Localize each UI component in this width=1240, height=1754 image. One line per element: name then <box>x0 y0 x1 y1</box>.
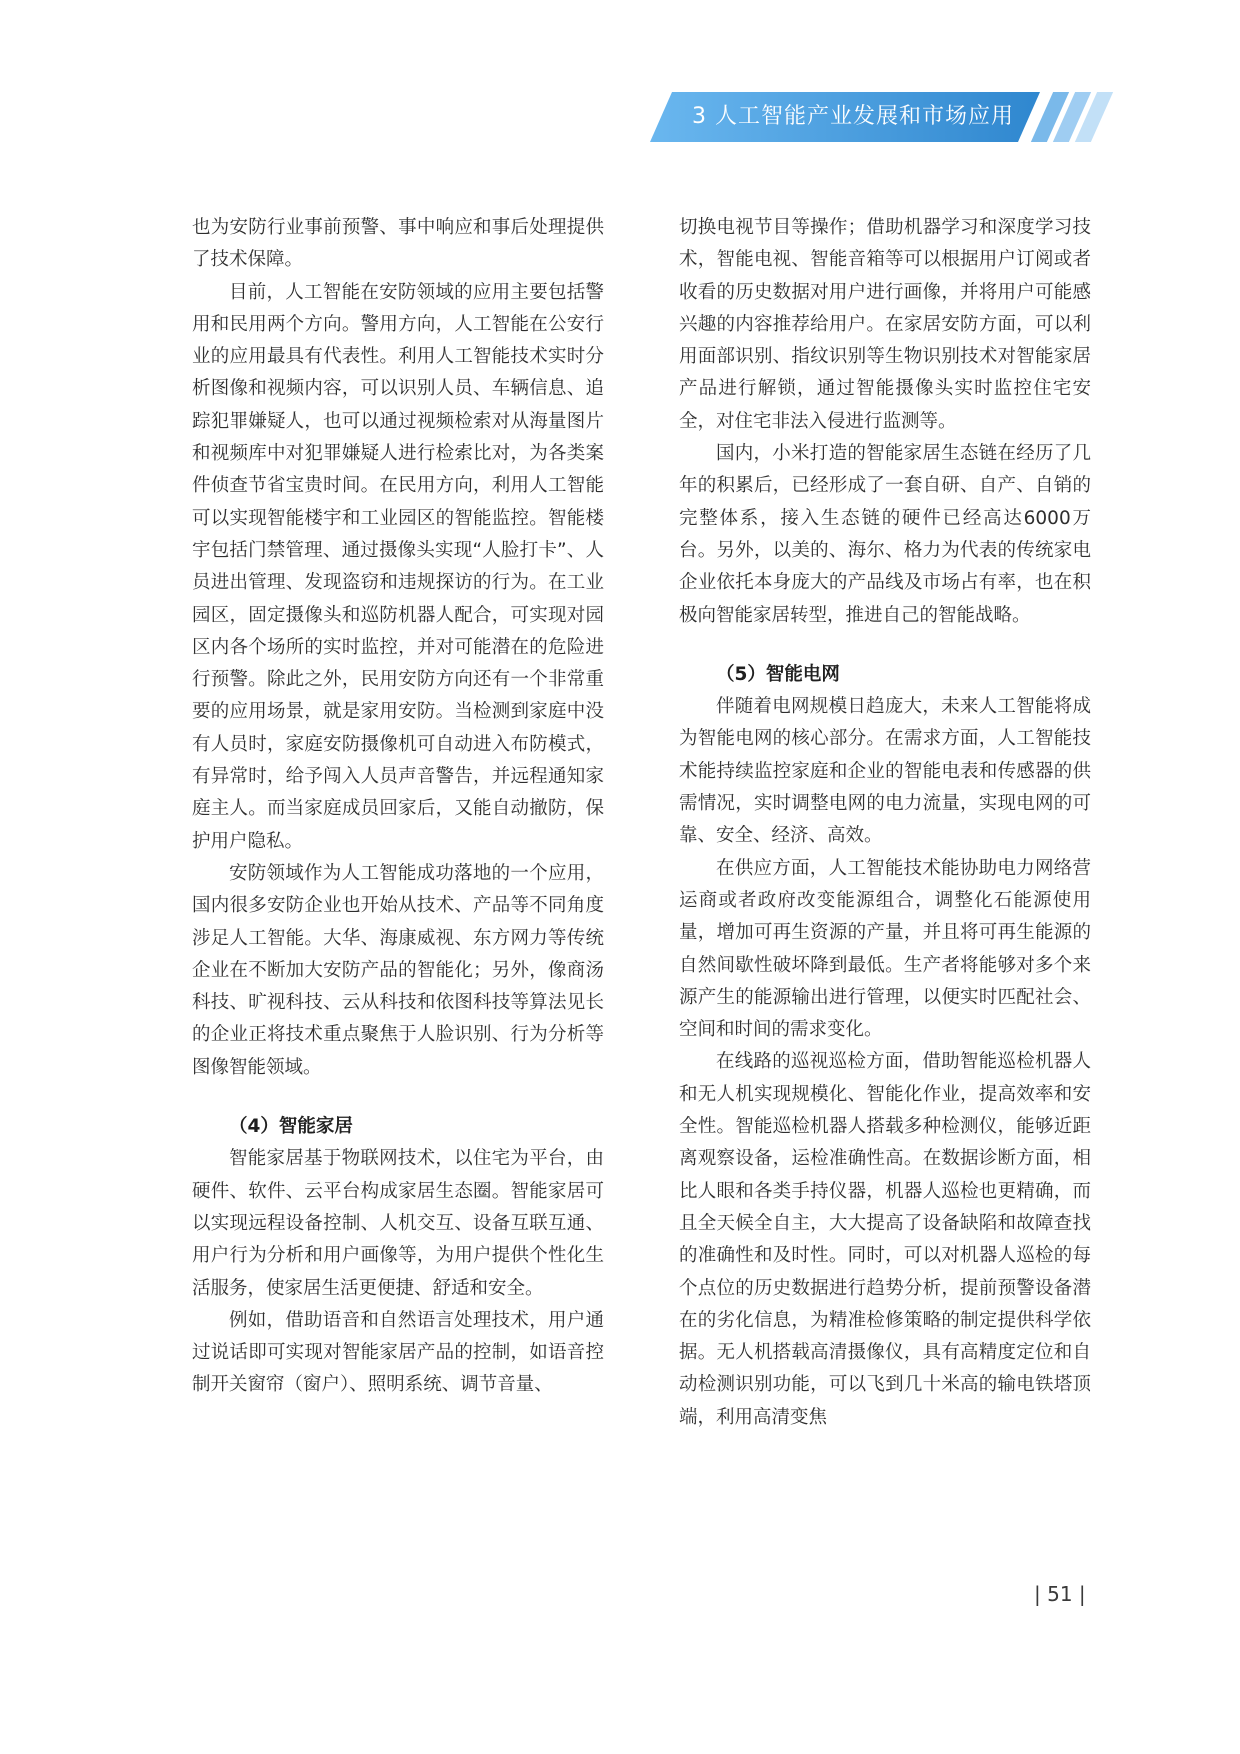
paragraph-security-directions: 目前，人工智能在安防领域的应用主要包括警用和民用两个方向。警用方向，人工智能在公安行业的应用最具有代表性。利用人工智能技术实时分析图像和视频内容，可以识别人员、车辆信息、追踪犯罪嫌疑人，也可以通过视频检索对从海量图片和视频库中对犯罪嫌疑人进行检索比对，为各类案件侦查节省宝贵时间。在民用方向，利用人工智能可以实现智能楼宇和工业园区的智能监控。智能楼宇包括门禁管理、通过摄像头实现“人脸打卡”、人员进出管理、发现盗窃和违规探访的行为。在工业园区，固定摄像头和巡防机器人配合，可实现对园区内各个场所的实时监控，并对可能潜在的危险进行预警。除此之外，民用安防方向还有一个非常重要的应用场景，就是家用安防。当检测到家庭中没有人员时，家庭安防摄像机可自动进入布防模式，有异常时，给予闯入人员声音警告，并远程通知家庭主人。而当家庭成员回家后，又能自动撤防，保护用户隐私。 <box>192 281 604 852</box>
paragraph-grid-demand: 伴随着电网规模日趋庞大，未来人工智能将成为智能电网的核心部分。在需求方面，人工智能技术能持续监控家庭和企业的智能电表和传感器的供需情况，实时调整电网的电力流量，实现电网的可靠、安全、经济、高效。 <box>679 696 1091 847</box>
chapter-header <box>0 0 1240 160</box>
paragraph-continued: 也为安防行业事前预警、事中响应和事后处理提供了技术保障。 <box>192 217 604 271</box>
paragraph-smart-home-intro: 智能家居基于物联网技术，以住宅为平台，由硬件、软件、云平台构成家居生态圈。智能家居可以实现远程设备控制、人机交互、设备互联互通、用户行为分析和用户画像等，为用户提供个性化生活服务，使家居生活更便捷、舒适和安全。 <box>192 1148 604 1299</box>
paragraph-grid-supply: 在供应方面，人工智能技术能协助电力网络营运商或者政府改变能源组合，调整化石能源使用量，增加可再生资源的产量，并且将可再生能源的自然间歇性破坏降到最低。生产者将能够对多个来源产生的能源输出进行管理，以便实时匹配社会、空间和时间的需求变化。 <box>679 857 1091 1041</box>
page-number: | 51 | <box>1034 1582 1086 1606</box>
chapter-title: 3 人工智能产业发展和市场应用 <box>692 104 1014 129</box>
paragraph-continued: 切换电视节目等操作；借助机器学习和深度学习技术，智能电视、智能音箱等可以根据用户订阅或者收看的历史数据对用户进行画像，并将用户可能感兴趣的内容推荐给用户。在家居安防方面，可以利用面部识别、指纹识别等生物识别技术对智能家居产品进行解锁，通过智能摄像头实时监控住宅安全，对住宅非法入侵进行监测等。 <box>679 217 1091 432</box>
section-heading-smart-home: （4）智能家居 <box>229 1116 353 1138</box>
right-column <box>679 212 1091 1434</box>
paragraph-smart-home-example: 例如，借助语音和自然语言处理技术，用户通过说话即可实现对智能家居产品的控制，如语音控制开关窗帘（窗户）、照明系统、调节音量、 <box>192 1309 604 1396</box>
paragraph-xiaomi-ecosystem: 国内，小米打造的智能家居生态链在经历了几年的积累后，已经形成了一套自研、自产、自销的完整体系，接入生态链的硬件已经高达6000万台。另外，以美的、海尔、格力为代表的传统家电企业依托本身庞大的产品线及市场占有率，也在积极向智能家居转型，推进自己的智能战略。 <box>679 443 1091 626</box>
paragraph-grid-inspection: 在线路的巡视巡检方面，借助智能巡检机器人和无人机实现规模化、智能化作业，提高效率和安全性。智能巡检机器人搭载多种检测仪，能够近距离观察设备，运检准确性高。在数据诊断方面，相比人眼和各类手持仪器，机器人巡检也更精确，而且全天候全自主，大大提高了设备缺陷和故障查找的准确性和及时性。同时，可以对机器人巡检的每个点位的历史数据进行趋势分析，提前预警设备潜在的劣化信息，为精准检修策略的制定提供科学依据。无人机搭载高清摄像仪，具有高精度定位和自动检测识别功能，可以飞到几十米高的输电铁塔顶端，利用高清变焦 <box>679 1051 1091 1428</box>
paragraph-security-companies: 安防领域作为人工智能成功落地的一个应用，国内很多安防企业也开始从技术、产品等不同角度涉足人工智能。大华、海康威视、东方网力等传统企业在不断加大安防产品的智能化；另外，像商汤科技、旷视科技、云从科技和依图科技等算法见长的企业正将技术重点聚焦于人脸识别、行为分析等图像智能领域。 <box>192 862 604 1078</box>
left-column <box>192 212 604 1402</box>
section-heading-smart-grid: （5）智能电网 <box>716 663 840 685</box>
